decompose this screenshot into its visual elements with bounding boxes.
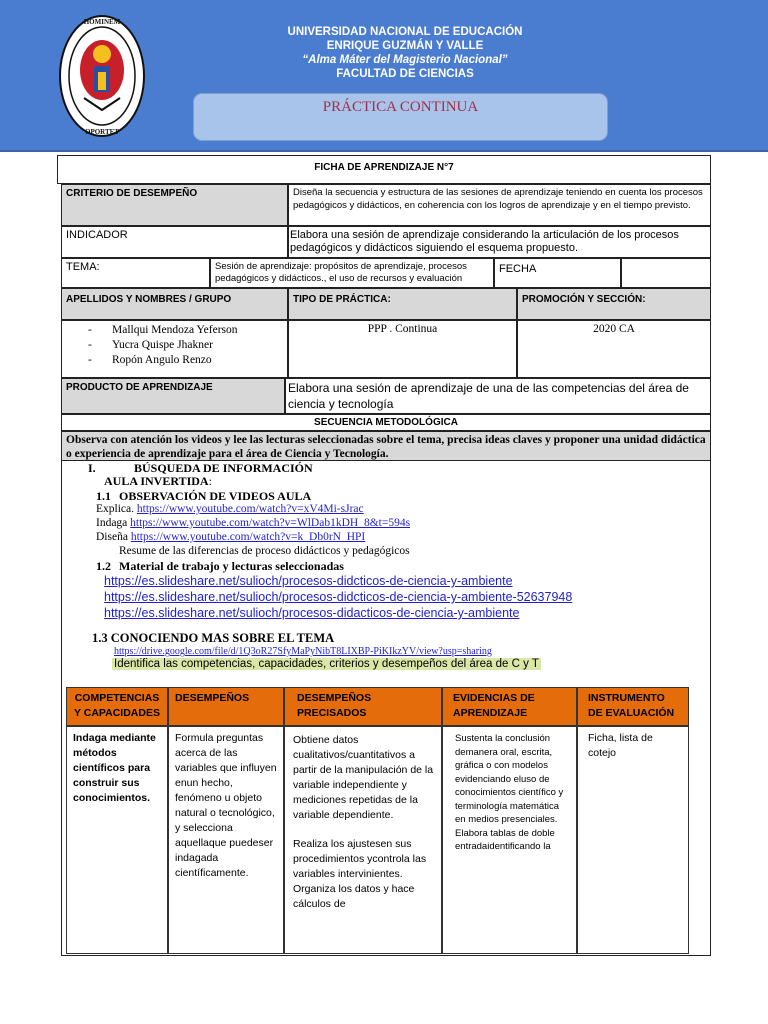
s13-title: 1.3 CONOCIENDO MAS SOBRE EL TEMA <box>92 631 335 645</box>
university-subname: ENRIQUE GUZMÁN Y VALLE <box>326 40 484 52</box>
s12-num: 1.2 <box>96 559 111 573</box>
video-disena <box>96 531 365 543</box>
fecha-value[interactable] <box>621 258 711 288</box>
section1-subtitle: AULA INVERTIDA <box>104 474 209 488</box>
evidencia-1: Sustenta la conclusión demanera oral, escrita, gráfica o con modelos evidenciando eluso de conocimientos científico y terminología matemática en medios presenciales. <box>455 733 564 825</box>
criterio-value: Diseña la secuencia y estructura de las sesiones de aprendizaje teniendo en cuenta los procesos pedagógicos y didácticos, en coherencia con los logros de aprendizaje y en el tiempo previsto. <box>288 184 711 226</box>
video-disena-link[interactable]: https://www.youtube.com/watch?v=k_Db0rN_HPI <box>130 531 366 543</box>
precisado-1: Obtiene datos cualitativos/cuantitativos a partir de la manipulación de la variable independiente y mediciones repetidas de la variable dependiente. <box>293 734 434 821</box>
header-divider <box>0 150 768 152</box>
section1-subtitle-wrap <box>104 474 212 489</box>
slide-link-3[interactable]: https://es.slideshare.net/sulioch/procesos-didacticos-de-ciencia-y-ambiente <box>104 606 520 620</box>
apellidos-label: APELLIDOS Y NOMBRES / GRUPO <box>61 288 288 320</box>
s12-heading <box>96 559 344 574</box>
tema-label: TEMA: <box>61 258 210 288</box>
section1-num: I. <box>88 461 96 475</box>
section1-subtitle-colon: : <box>208 474 212 488</box>
video-indaga <box>96 517 410 529</box>
member-2: - Yucra Quispe Jhakner <box>88 339 213 351</box>
precisado-2: Realiza los ajustesen sus procedimientos ycontrola las variables intervinientes. Organiza los datos y hace cálculos de <box>293 838 427 910</box>
comp-cell-precisados <box>284 726 442 954</box>
member-1: - Mallqui Mendoza Yeferson <box>88 324 238 336</box>
resume-text: Resume de las diferencias de proceso didácticos y pedagógicos <box>119 545 410 557</box>
promocion-label: PROMOCIÓN Y SECCIÓN: <box>517 288 711 320</box>
member-3: - Ropón Angulo Renzo <box>88 354 212 366</box>
comp-header-precisados: DESEMPEÑOS PRECISADOS <box>284 687 442 726</box>
indicador-value: Elabora una sesión de aprendizaje considerando la articulación de los procesos pedagógicos y didácticos siguiendo el esquema propuesto. <box>288 226 711 258</box>
fecha-label: FECHA <box>494 258 621 288</box>
slide-link-1[interactable]: https://es.slideshare.net/sulioch/procesos-didcticos-de-ciencia-y-ambiente <box>104 574 513 588</box>
comp-cell-competencia: Indaga mediante métodos científicos para construir sus conocimientos. <box>66 726 168 954</box>
video-explica-link[interactable]: https://www.youtube.com/watch?v=xV4Mi-sJrac <box>136 503 364 515</box>
faculty-name: FACULTAD DE CIENCIAS <box>336 68 474 80</box>
criterio-label: CRITERIO DE DESEMPEÑO <box>61 184 288 226</box>
university-motto: “Alma Máter del Magisterio Nacional” <box>302 54 508 66</box>
video-explica <box>96 503 364 515</box>
s11-heading <box>96 489 311 504</box>
svg-text:OPORTET: OPORTET <box>85 128 119 136</box>
university-seal-icon <box>58 14 146 138</box>
video-explica-label: Explica. <box>96 503 134 515</box>
university-name: UNIVERSIDAD NACIONAL DE EDUCACIÓN <box>287 26 523 38</box>
comp-cell-desempeno: Formula preguntas acerca de las variables que influyen enun hecho, fenómeno u objeto natural o tecnológico, y selecciona aquellaque puedeser indagada científicamente. <box>168 726 284 954</box>
section1-title: BÚSQUEDA DE INFORMACIÓN <box>134 461 313 475</box>
comp-cell-instrumento: Ficha, lista de cotejo <box>577 726 689 954</box>
tipo-value: PPP . Continua <box>288 320 517 378</box>
indicador-label: INDICADOR <box>61 226 288 258</box>
producto-label: PRODUCTO DE APRENDIZAJE <box>61 378 285 414</box>
s11-title: OBSERVACIÓN DE VIDEOS AULA <box>119 489 312 503</box>
secuencia-intro: Observa con atención los videos y lee las lecturas seleccionadas sobre el tema, precisa ideas claves y proponer una unidad didáctica o experiencia de aprendizaje para el área de Ciencia y Tecnología. <box>61 431 711 461</box>
video-indaga-label: Indaga <box>96 517 128 529</box>
tema-value: Sesión de aprendizaje: propósitos de aprendizaje, procesos pedagógicos y didácticos., el uso de recursos y evaluación <box>210 258 494 288</box>
svg-text:HOMINEM: HOMINEM <box>83 18 121 26</box>
tipo-label: TIPO DE PRÁCTICA: <box>288 288 517 320</box>
evidencia-2: Elabora tablas de doble entradaidentificando la <box>455 827 555 852</box>
secuencia-label: SECUENCIA METODOLÓGICA <box>61 414 711 431</box>
comp-header-evidencias: EVIDENCIAS DE APRENDIZAJE <box>442 687 577 726</box>
video-indaga-link[interactable]: https://www.youtube.com/watch?v=WlDab1kDH_8&t=594s <box>130 517 411 529</box>
s12-title: Material de trabajo y lecturas seleccionadas <box>119 559 344 573</box>
slide-link-2[interactable]: https://es.slideshare.net/sulioch/procesos-didcticos-de-ciencia-y-ambiente-52637948 <box>104 590 573 604</box>
comp-header-desempenos: DESEMPEÑOS <box>168 687 284 726</box>
drive-link[interactable]: https://drive.google.com/file/d/1Q3oR27SfyMaPyNibT8LIXBP-PiKIkzYV/view?usp=sharing <box>114 646 492 657</box>
s11-num: 1.1 <box>96 489 111 503</box>
video-disena-label: Diseña <box>96 531 128 543</box>
highlight-instruction: Identifica las competencias, capacidades, criterios y desempeños del área de C y T <box>114 658 539 670</box>
comp-header-instrumento: INSTRUMENTO DE EVALUACIÓN <box>577 687 689 726</box>
comp-cell-evidencias <box>442 726 577 954</box>
producto-value: Elabora una sesión de aprendizaje de una de las competencias del área de ciencia y tecnología <box>285 378 711 414</box>
promocion-value: 2020 CA <box>517 320 711 378</box>
ficha-title: FICHA DE APRENDIZAJE N°7 <box>57 155 711 184</box>
practice-title: PRÁCTICA CONTINUA <box>322 99 479 115</box>
comp-header-competencias: COMPETENCIAS Y CAPACIDADES <box>66 687 168 726</box>
members-cell <box>61 320 288 378</box>
